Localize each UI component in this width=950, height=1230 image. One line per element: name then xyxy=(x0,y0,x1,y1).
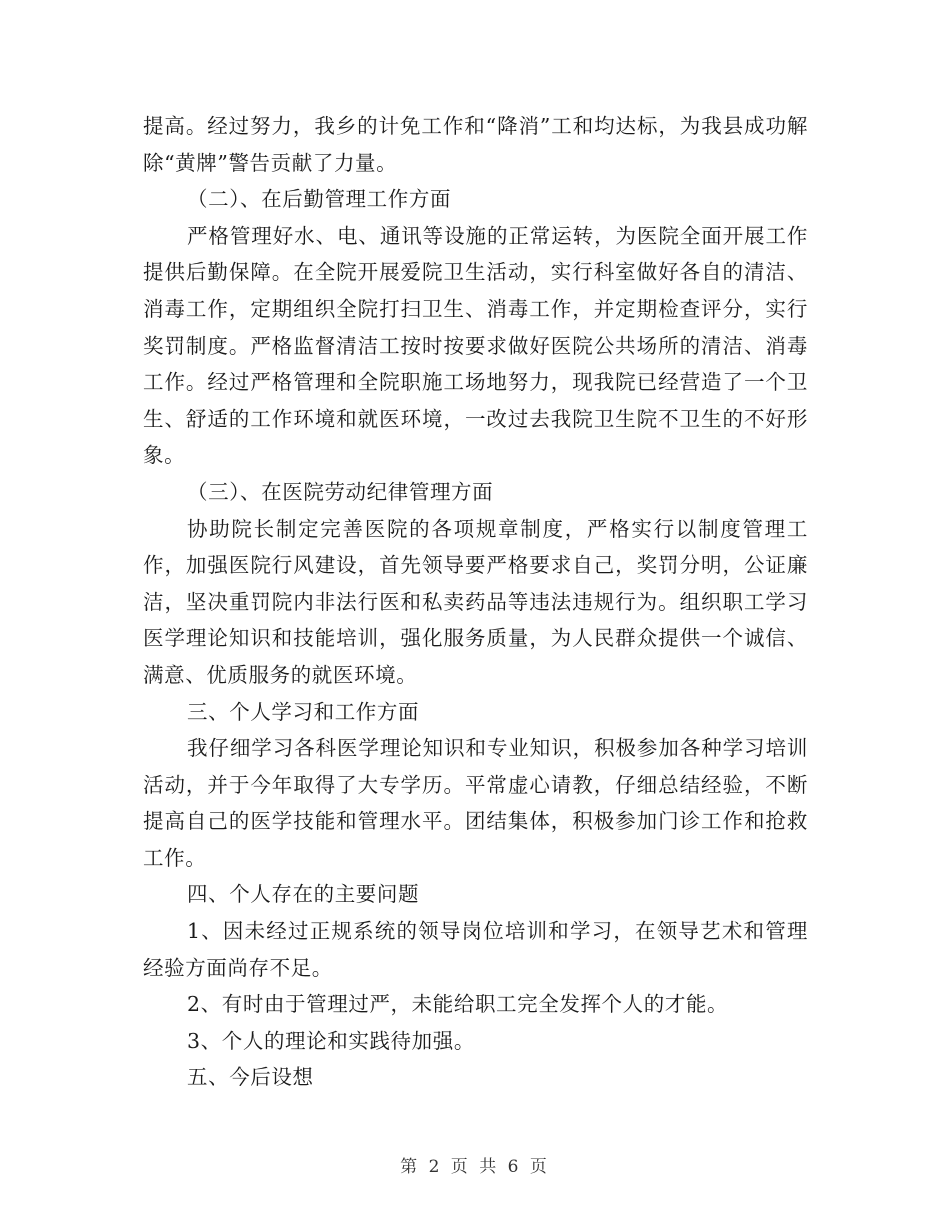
subheading-discipline: （三）、在医院劳动纪律管理方面 xyxy=(187,479,494,504)
document-body xyxy=(143,108,808,1096)
paragraph-discipline: 协助院长制定完善医院的各项规章制度，严格实行以制度管理工作，加强医院行风建设，首先领导要严格要求自己，奖罚分明，公证廉洁，坚决重罚院内非法行医和私卖药品等违法违规行为。组织职工学习医学理论知识和技能培训，强化服务质量，为人民群众提供一个诚信、满意、优质服务的就医环境。 xyxy=(143,516,808,687)
list-item-problem-1: 1、因未经过正规系统的领导岗位培训和学习，在领导艺术和管理经验方面尚存不足。 xyxy=(143,919,808,980)
list-item-problem-3: 3、个人的理论和实践待加强。 xyxy=(187,1028,475,1053)
paragraph-continuation: 提高。经过努力，我乡的计免工作和“降消”工和均达标，为我县成功解除“黄牌”警告贡献了力量。 xyxy=(143,114,808,175)
page-number-footer: 第 2 页 共 6 页 xyxy=(400,1157,550,1177)
heading-future-plans: 五、今后设想 xyxy=(187,1065,314,1090)
list-item-problem-2: 2、有时由于管理过严，未能给职工完全发挥个人的才能。 xyxy=(187,992,729,1017)
paragraph-logistics: 严格管理好水、电、通讯等设施的正常运转，为医院全面开展工作提供后勤保障。在全院开展爱院卫生活动，实行科室做好各自的清洁、消毒工作，定期组织全院打扫卫生、消毒工作，并定期检查评分，实行奖罚制度。严格监督清洁工按时按要求做好医院公共场所的清洁、消毒工作。经过严格管理和全院职施工场地努力，现我院已经营造了一个卫生、舒适的工作环境和就医环境，一改过去我院卫生院不卫生的不好形象。 xyxy=(143,223,808,468)
heading-personal-study: 三、个人学习和工作方面 xyxy=(187,699,420,724)
paragraph-personal-study: 我仔细学习各科医学理论知识和专业知识，积极参加各种学习培训活动，并于今年取得了大专学历。平常虚心请教，仔细总结经验，不断提高自己的医学技能和管理水平。团结集体，积极参加门诊工作和抢救工作。 xyxy=(143,736,808,870)
subheading-logistics: （二）、在后勤管理工作方面 xyxy=(187,187,452,212)
heading-main-problems: 四、个人存在的主要问题 xyxy=(187,882,420,907)
